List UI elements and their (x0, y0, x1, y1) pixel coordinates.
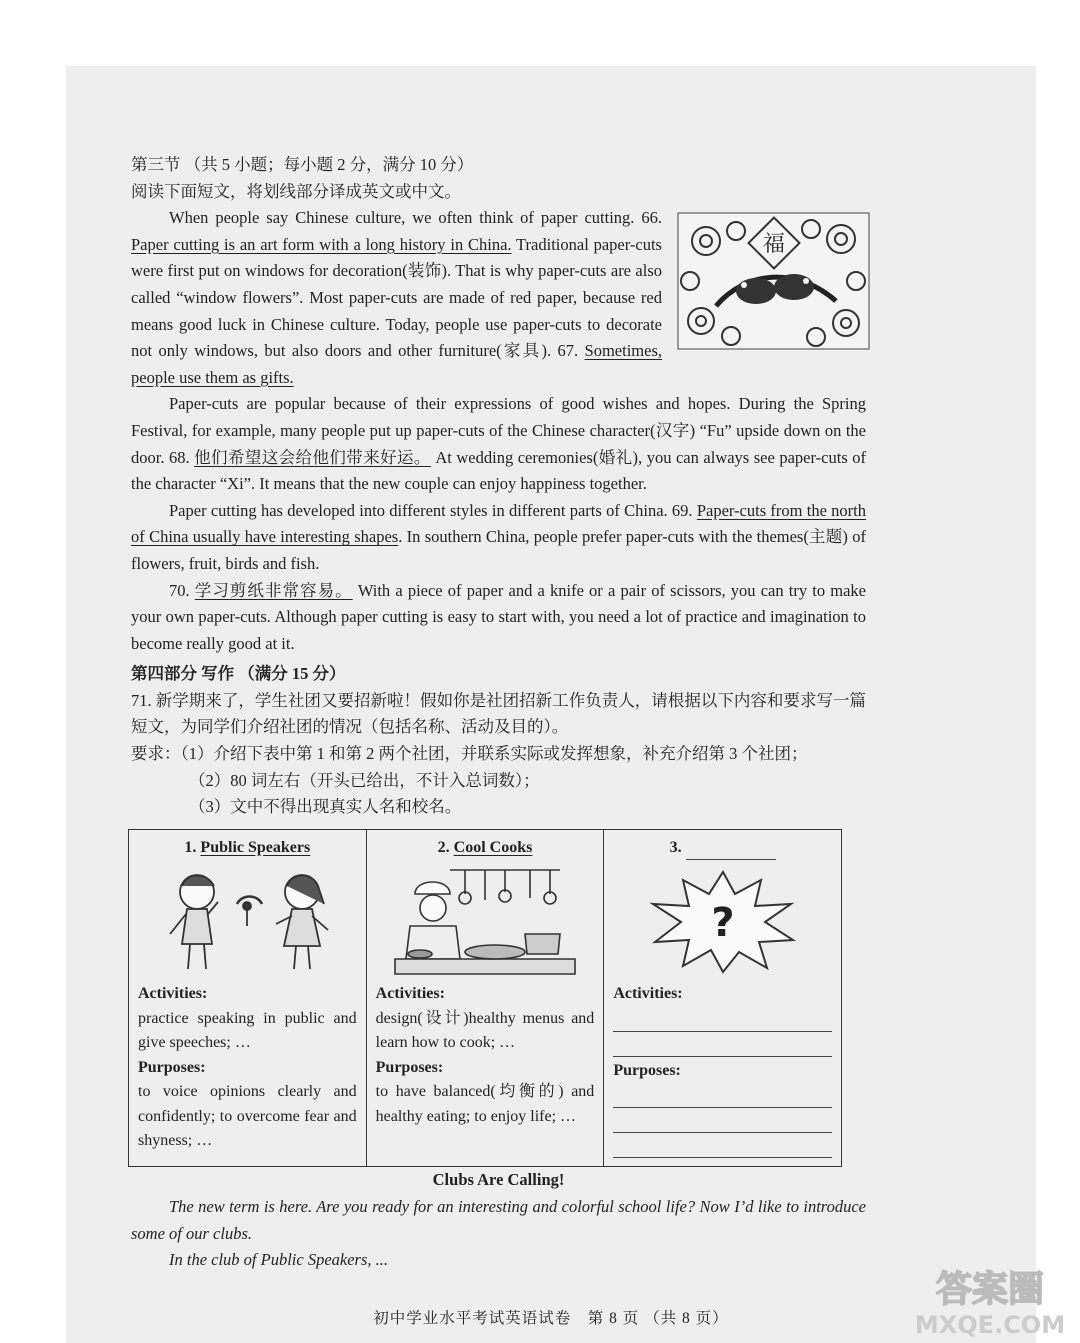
passage-text: Paper cutting has developed into different styles in different parts of China. 69. (169, 500, 697, 520)
passage-text: When people say Chinese culture, we often think of paper cutting. 66. (169, 208, 662, 228)
page-footer: 初中学业水平考试英语试卷 第 8 页 （共 8 页） (373, 1310, 729, 1327)
site-watermark-logo (905, 1255, 1075, 1340)
club-name: Cool Cooks (453, 838, 533, 856)
question-burst-illustration (643, 864, 803, 976)
passage-text: At wedding ceremonies(婚礼), you can always see paper-cuts of the character “Xi”. It means that the new couple can enjoy happiness together. (131, 447, 867, 494)
club-title: 1. Public Speakers (184, 838, 311, 856)
clubs-table (128, 829, 842, 1168)
activities-label: Activities: (613, 985, 683, 1003)
translation-item-67: Sometimes, people use them as gifts. (131, 341, 662, 387)
passage-text: Traditional paper-cuts were first put on windows for decoration(装饰). That is why paper-cuts are also called “window flowers”. Most paper-cuts are made of red paper, because red means good luck in Chinese culture. Today, people use paper-cuts to decorate not only windows, but also doors and other furniture(家具). 67. (131, 234, 662, 361)
club-title: 3. (613, 836, 832, 861)
answer-line[interactable] (613, 1108, 832, 1133)
club-name: Public Speakers (200, 838, 311, 856)
translation-item-70: 学习剪纸非常容易。 (194, 580, 353, 600)
passage-text: 70. (169, 580, 195, 600)
club-cell-public-speakers (129, 829, 367, 1167)
answer-line[interactable] (613, 1083, 832, 1108)
exam-page (131, 152, 866, 1274)
passage-paragraph-3 (131, 498, 866, 578)
passage-text: . In southern China, people prefer paper-cuts with the themes(主题) of flowers, fruit, birds and fish. (131, 527, 866, 573)
essay-title: Clubs Are Calling! (432, 1170, 565, 1190)
writing-requirement-2: （2）80 词左右（开头已给出，不计入总词数）； (189, 770, 540, 790)
club-name-blank (686, 841, 776, 860)
passage-text: Paper-cuts are popular because of their expressions of good wishes and hopes. During the Spring Festival, for example, many people put up paper-cuts of the Chinese character(汉字) “Fu” upside down on the door. 68. (131, 394, 866, 467)
activities-label: Activities: (138, 985, 208, 1003)
club-cell-blank (604, 829, 842, 1167)
public-speakers-illustration (152, 864, 342, 976)
essay-continuation: In the club of Public Speakers, ... (169, 1250, 389, 1270)
cool-cooks-illustration (390, 864, 580, 976)
essay-opening: The new term is here. Are you ready for an interesting and colorful school life? Now I’d like to introduce some of our clubs. (131, 1196, 866, 1243)
watermark-text-bottom: MXQE.COM (914, 1311, 1066, 1339)
translation-item-66: Paper cutting is an art form with a long history in China. (131, 234, 512, 254)
question-mark: ? (711, 900, 735, 947)
watermark-text-top: 答案圈 (935, 1269, 1045, 1310)
section3-header: 第三节 （共 5 小题；每小题 2 分，满分 10 分） (131, 155, 474, 174)
club-cell-cool-cooks (366, 829, 604, 1167)
passage-text: With a piece of paper and a knife or a pair of scissors, you can try to make your own paper-cuts. Although paper cutting is easy to start with, you need a lot of practice and imagination to become really good at it. (131, 580, 867, 653)
papercut-fu-glyph: 福 (762, 232, 786, 258)
club-activities: practice speaking in public and give speeches; … (138, 1009, 357, 1052)
purposes-label: Purposes: (375, 1058, 444, 1076)
purposes-label: Purposes: (138, 1058, 206, 1076)
writing-prompt: 71. 新学期来了，学生社团又要招新啦！假如你是社团招新工作负责人，请根据以下内容和要求写一篇短文，为同学们介绍社团的情况（包括名称、活动及目的）。 (131, 690, 866, 737)
translation-item-69: Paper-cuts from the north of China usually have interesting shapes (131, 500, 867, 547)
passage-paragraph-2 (131, 391, 866, 497)
answer-line[interactable] (613, 1032, 832, 1057)
answer-line[interactable] (613, 1133, 832, 1158)
passage-paragraph-4 (131, 578, 866, 658)
section4-header: 第四部分 写作 （满分 15 分） (131, 664, 346, 684)
section3-instruction: 阅读下面短文，将划线部分译成英文或中文。 (131, 181, 461, 201)
writing-requirement-1: 要求：（1）介绍下表中第 1 和第 2 两个社团，并联系实际或发挥想象，补充介绍第 3 个社团； (131, 744, 808, 764)
papercut-illustration (676, 211, 871, 351)
club-purposes: to have balanced(均衡的) and healthy eating; to enjoy life; … (375, 1083, 595, 1125)
purposes-label: Purposes: (613, 1061, 681, 1079)
club-title: 2. Cool Cooks (437, 838, 533, 856)
activities-label: Activities: (375, 985, 445, 1003)
club-purposes: to voice opinions clearly and confidently; to overcome fear and shyness; … (138, 1083, 357, 1150)
club-activities: design(设计)healthy menus and learn how to cook; … (375, 1009, 595, 1052)
answer-line[interactable] (613, 1007, 832, 1032)
translation-item-68: 他们希望这会给他们带来好运。 (194, 447, 431, 467)
writing-requirement-3: （3）文中不得出现真实人名和校名。 (189, 797, 462, 817)
